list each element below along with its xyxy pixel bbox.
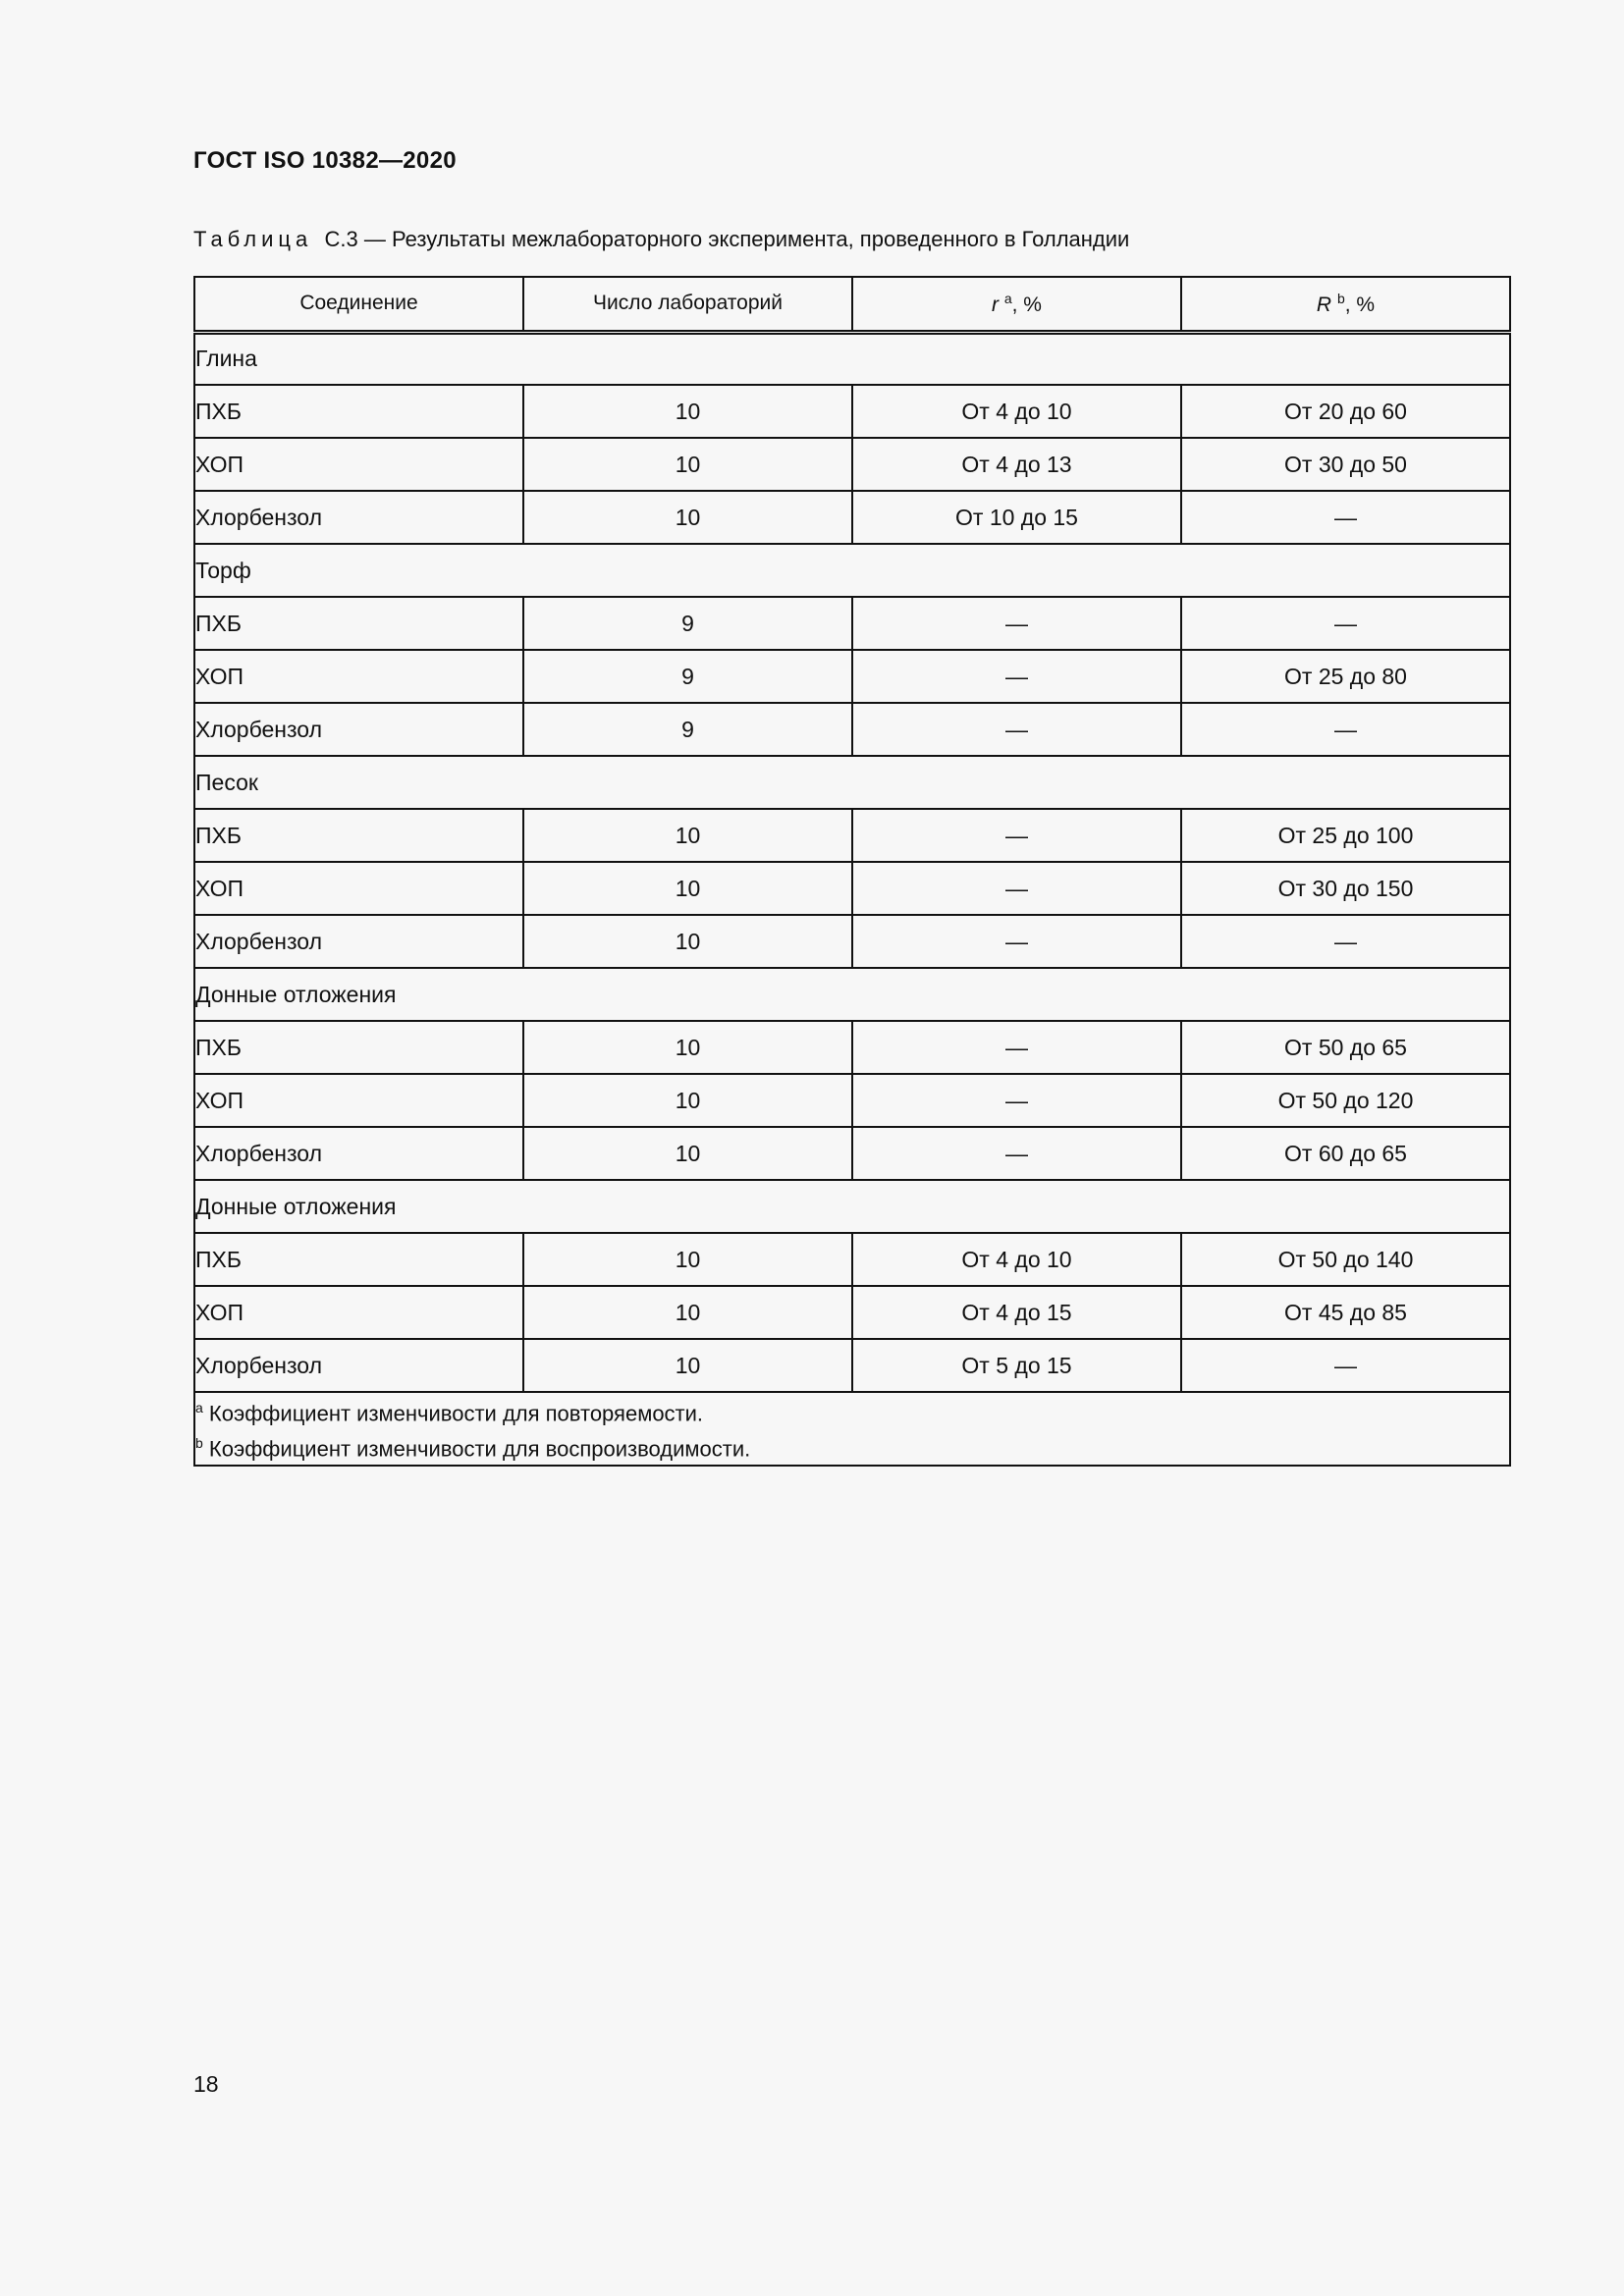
cell-labs: 9	[523, 703, 852, 756]
col-header-R	[1181, 277, 1510, 332]
table-row	[194, 703, 1510, 756]
footnote	[195, 1428, 1509, 1464]
cell-compound: ХОП	[194, 650, 523, 703]
cell-r: —	[852, 862, 1181, 915]
cell-compound: ХОП	[194, 438, 523, 491]
cell-labs: 10	[523, 1339, 852, 1392]
caption-label: Таблица	[193, 227, 313, 251]
cell-labs: 10	[523, 1286, 852, 1339]
table-row	[194, 1339, 1510, 1392]
cell-R: От 50 до 140	[1181, 1233, 1510, 1286]
table-row	[194, 385, 1510, 438]
cell-R: От 30 до 150	[1181, 862, 1510, 915]
cell-r: —	[852, 650, 1181, 703]
cell-compound: ХОП	[194, 862, 523, 915]
cell-R: От 45 до 85	[1181, 1286, 1510, 1339]
table-row	[194, 491, 1510, 544]
cell-r: От 4 до 10	[852, 385, 1181, 438]
cell-r: —	[852, 703, 1181, 756]
cell-r: От 4 до 13	[852, 438, 1181, 491]
cell-compound: ПХБ	[194, 1233, 523, 1286]
table-row	[194, 597, 1510, 650]
cell-labs: 10	[523, 1127, 852, 1180]
cell-r: От 5 до 15	[852, 1339, 1181, 1392]
cell-R: —	[1181, 597, 1510, 650]
cell-R: От 25 до 100	[1181, 809, 1510, 862]
cell-labs: 10	[523, 1074, 852, 1127]
group-row	[194, 332, 1510, 385]
table-row	[194, 915, 1510, 968]
footnote	[195, 1393, 1509, 1428]
r-footnote-mark: a	[1003, 290, 1012, 306]
cell-compound: Хлорбензол	[194, 915, 523, 968]
cell-compound: Хлорбензол	[194, 703, 523, 756]
cell-labs: 10	[523, 491, 852, 544]
cell-labs: 9	[523, 650, 852, 703]
footnote-mark: b	[195, 1435, 203, 1452]
footnotes-row	[194, 1392, 1510, 1466]
r-symbol: r	[992, 293, 999, 316]
cell-r: —	[852, 915, 1181, 968]
group-row	[194, 756, 1510, 809]
group-name: Глина	[194, 332, 1510, 385]
cell-compound: ПХБ	[194, 1021, 523, 1074]
cell-labs: 10	[523, 809, 852, 862]
footnote-text: Коэффициент изменчивости для повторяемости.	[208, 1401, 704, 1426]
cell-labs: 10	[523, 862, 852, 915]
cell-R: —	[1181, 491, 1510, 544]
cell-labs: 10	[523, 1233, 852, 1286]
table-row	[194, 438, 1510, 491]
cell-compound: ПХБ	[194, 809, 523, 862]
cell-r: —	[852, 1127, 1181, 1180]
table-header-row	[194, 277, 1510, 332]
group-row	[194, 968, 1510, 1021]
cell-compound: ХОП	[194, 1286, 523, 1339]
cell-R: —	[1181, 1339, 1510, 1392]
cell-compound: ПХБ	[194, 385, 523, 438]
cell-r: —	[852, 809, 1181, 862]
cell-compound: ХОП	[194, 1074, 523, 1127]
cell-r: —	[852, 597, 1181, 650]
table-row	[194, 650, 1510, 703]
table-row	[194, 809, 1510, 862]
table-row	[194, 1127, 1510, 1180]
footnote-mark: a	[195, 1400, 203, 1415]
r-unit: , %	[1011, 293, 1042, 316]
table-row	[194, 1074, 1510, 1127]
caption-text: С.3 — Результаты межлабораторного эксперимента, проведенного в Голландии	[324, 227, 1130, 251]
cell-r: От 4 до 15	[852, 1286, 1181, 1339]
cell-r: —	[852, 1074, 1181, 1127]
page-number: 18	[193, 2071, 219, 2097]
cell-r: От 10 до 15	[852, 491, 1181, 544]
document-header: ГОСТ ISO 10382—2020	[193, 147, 457, 174]
table-row	[194, 1233, 1510, 1286]
footnotes	[194, 1392, 1510, 1466]
cell-R: —	[1181, 703, 1510, 756]
R-footnote-mark: b	[1336, 290, 1345, 306]
group-name: Песок	[194, 756, 1510, 809]
cell-labs: 10	[523, 385, 852, 438]
cell-R: От 20 до 60	[1181, 385, 1510, 438]
cell-labs: 10	[523, 438, 852, 491]
table-row	[194, 1021, 1510, 1074]
col-header-compound: Соединение	[194, 277, 523, 332]
cell-labs: 10	[523, 1021, 852, 1074]
cell-labs: 10	[523, 915, 852, 968]
cell-compound: Хлорбензол	[194, 1127, 523, 1180]
table-caption	[193, 227, 1129, 252]
group-name: Торф	[194, 544, 1510, 597]
group-name: Донные отложения	[194, 1180, 1510, 1233]
R-unit: , %	[1344, 293, 1376, 316]
cell-R: От 30 до 50	[1181, 438, 1510, 491]
footnote-text: Коэффициент изменчивости для воспроизводимости.	[208, 1436, 751, 1462]
cell-r: От 4 до 10	[852, 1233, 1181, 1286]
table-row	[194, 862, 1510, 915]
cell-R: От 25 до 80	[1181, 650, 1510, 703]
col-header-r	[852, 277, 1181, 332]
group-name: Донные отложения	[194, 968, 1510, 1021]
cell-r: —	[852, 1021, 1181, 1074]
cell-R: —	[1181, 915, 1510, 968]
results-table	[193, 276, 1511, 1467]
col-header-labs: Число лабораторий	[523, 277, 852, 332]
cell-compound: ПХБ	[194, 597, 523, 650]
cell-R: От 60 до 65	[1181, 1127, 1510, 1180]
cell-compound: Хлорбензол	[194, 491, 523, 544]
table-row	[194, 1286, 1510, 1339]
cell-R: От 50 до 65	[1181, 1021, 1510, 1074]
cell-R: От 50 до 120	[1181, 1074, 1510, 1127]
R-symbol: R	[1316, 293, 1332, 316]
cell-compound: Хлорбензол	[194, 1339, 523, 1392]
cell-labs: 9	[523, 597, 852, 650]
group-row	[194, 544, 1510, 597]
group-row	[194, 1180, 1510, 1233]
table-body	[194, 332, 1510, 1466]
